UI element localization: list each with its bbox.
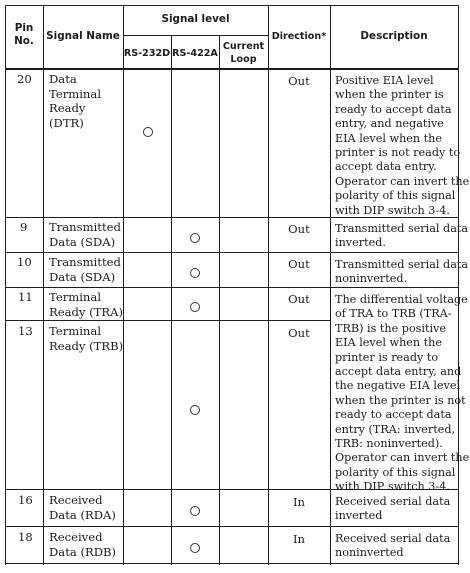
description-text: Transmitted serial data noninverted.: [335, 258, 469, 286]
rs422a-indicator-icon: [190, 268, 200, 278]
pin-number: 16: [18, 493, 33, 507]
direction-value: Out: [288, 74, 310, 88]
header-signal-name: Signal Name: [46, 30, 120, 42]
header-signal-level: Signal level: [161, 13, 230, 25]
rule-left: [5, 5, 6, 565]
pin-number: 20: [17, 72, 32, 86]
rule-top: [5, 5, 459, 6]
rs422a-indicator-icon: [190, 543, 200, 553]
pin-number: 11: [18, 290, 33, 304]
header-rs422a: RS-422A: [172, 48, 218, 59]
header-rs232d: RS-232D: [123, 48, 171, 59]
signal-name: Transmitted Data (SDA): [49, 220, 121, 249]
header-pin-no: Pin No.: [14, 22, 34, 47]
header-description: Description: [360, 30, 428, 42]
signal-name: Data Terminal Ready (DTR): [49, 72, 102, 130]
rule-col-rs232d: [171, 35, 172, 565]
rule-col-name: [123, 5, 124, 565]
signal-name: Received Data (RDB): [49, 530, 117, 559]
header-current-loop: Current Loop: [222, 41, 265, 65]
direction-value: In: [292, 495, 306, 509]
rule-col-loop: [268, 5, 269, 565]
description-text: Transmitted serial data inverted.: [335, 222, 469, 250]
direction-value: Out: [288, 222, 310, 236]
description-text: Received serial data noninverted: [335, 532, 451, 560]
rule-row-9: [5, 252, 459, 253]
pin-number: 10: [17, 255, 32, 269]
rs422a-indicator-icon: [190, 233, 200, 243]
rule-header-bottom: [5, 68, 459, 70]
rule-col-rs422a: [219, 35, 220, 565]
direction-value: Out: [288, 292, 310, 306]
rule-row-10: [5, 287, 459, 288]
signal-name: Received Data (RDA): [49, 493, 116, 522]
description-text: The differential voltage of TRA to TRB (TRA- TRB) is the positive EIA level when the printer is ready to accept data entry, and the negative EIA level when the printer is not ready to accept data entry (TRA: inverted, TRB: noninverted). Operator can invert the polarity of this signal with DIP switch 3-4.: [335, 293, 470, 494]
pin-number: 18: [18, 530, 33, 544]
rs422a-indicator-icon: [190, 506, 200, 516]
rs232d-indicator-icon: [143, 127, 153, 137]
rule-col-direction: [330, 5, 331, 565]
rs422a-indicator-icon: [190, 405, 200, 415]
signal-name: Transmitted Data (SDA): [49, 255, 121, 284]
rule-row-11: [5, 320, 330, 321]
rule-col-pin: [43, 5, 44, 565]
pin-signal-table: [5, 5, 470, 565]
pin-number: 13: [18, 324, 33, 338]
rs422a-indicator-icon: [190, 302, 200, 312]
description-text: Received serial data inverted: [335, 495, 451, 523]
pin-number: 9: [20, 220, 28, 234]
signal-name: Terminal Ready (TRA): [49, 290, 124, 319]
description-text: Positive EIA level when the printer is ready to accept data entry, and negative EIA level when the printer is not ready to accept data entry. Operator can invert the polarity of this signal with DIP switch 3-4.: [335, 74, 470, 217]
rule-signal-level: [123, 35, 268, 36]
header-direction: Direction*: [271, 31, 327, 42]
rule-bottom: [5, 563, 459, 564]
rule-row-16: [5, 526, 459, 527]
direction-value: Out: [288, 257, 310, 271]
direction-value: In: [292, 532, 306, 546]
direction-value: Out: [288, 326, 310, 340]
signal-name: Terminal Ready (TRB): [49, 324, 124, 353]
